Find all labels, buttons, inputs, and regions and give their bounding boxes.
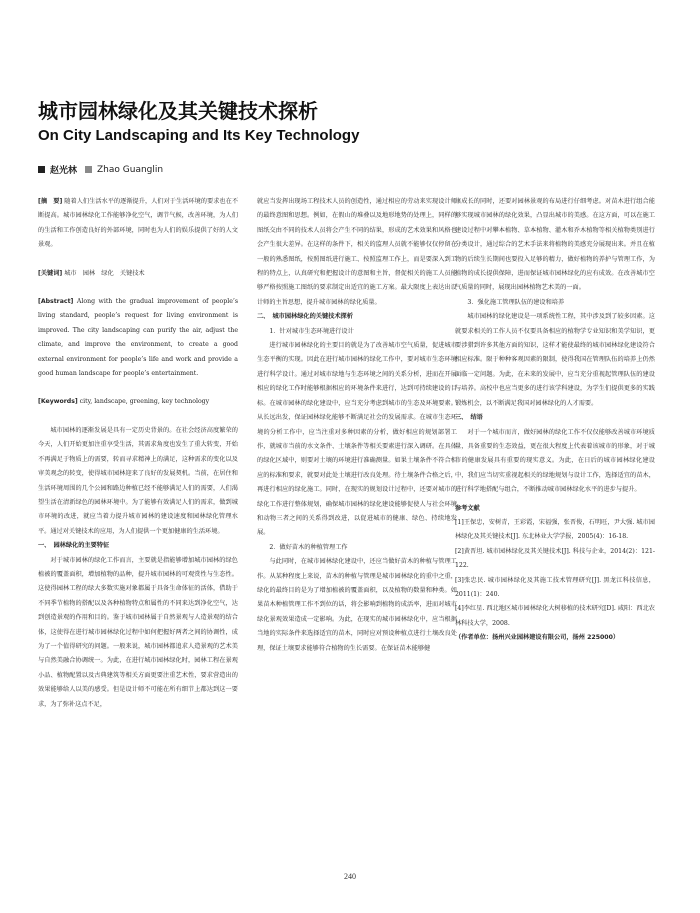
- conclusion-paragraph: 对于一个城市而言，做好园林的绿化工作不仅仅能够改善城市环境质量，具备重要的生态效益，更在很大程度上代表着该城市的形象，对于城市的健康发展具有重要的现实意义。为此，在日后的城市园林绿化建设中，我们应当切实重视起相关的绿地规划与设计工作，选择适宜的苗木，进行科学地搭配与组合，不断推动城市园林绿化水平的进步与提升。: [455, 428, 655, 494]
- abstract-zh: [38, 195, 238, 253]
- section-heading-3: 三、 结语: [455, 414, 483, 422]
- section-heading-2: 二、 城市园林绿化的关键技术探析: [257, 313, 353, 321]
- keywords-zh-text: 城市 园林 绿化 关键技术: [64, 269, 145, 277]
- reference-item: [3]张忠民. 城市园林绿化及其施工技术管理研究[J]. 黑龙江科技信息，2011(1)：240.: [455, 576, 655, 598]
- keywords-zh: [38, 267, 238, 281]
- subsection-heading-3: 3．强化施工管理队伍的建设和培养: [467, 298, 565, 306]
- keywords-en-label: [Keywords]: [38, 398, 78, 406]
- author-marker-icon: [85, 166, 92, 173]
- section-heading-1: 一、 园林绿化的主要特征: [38, 542, 110, 550]
- author-marker-icon: [38, 166, 45, 173]
- keywords-en: [38, 395, 238, 409]
- body-paragraph: 与此同时，在城市园林绿化建设中，还应当做好苗木的种植与管理工作。从某种程度上来说，苗木的种植与管理是城市园林绿化的重中之重，绿化的最终目的是为了增加植被的覆盖面积，以及植物的数量和种类。如果苗木种植管理工作不到位的话，将会影响到植物的成活率，进而对城市绿化景观效果造成一定影响。为此，在现实的城市园林绿化中，应当根据当地的实际条件来选择适宜的苗木，同时应对预设种植点进行土壤改良处理，保证土壤要求能够符合植物的生长需要。在保证苗木能够健: [257, 558, 457, 652]
- abstract-zh-text: 随着人们生活水平的逐渐提升，人们对于生活环境的要求也在不断提高。城市园林绿化工作能够净化空气，调节气候，改善环境，为人们的生活和工作创造良好的外部环境，同时也为人们的娱乐提供了好的人文景观。: [38, 198, 238, 249]
- body-paragraph: 城市园林的绿化建设是一项系统性工程，其中涉及到了较多因素。这就要求相关的工作人员不仅要具备相应的植物学专业知识和美学知识，更要涉猎到许多其他方面的知识，这样才能使最终的城市园林绿化建设符合相应标准。限于种种客观因素的限制，使得我国在管理队伍的培养上仍然面临一定问题。为此，在未来的发展中，应当充分重视起管理队伍的建设与培养。高校中也应当更多的进行该学科建设，为学生们提供更多的实践锻炼机会，以不断满足我国对园林绿化的人才需要。: [455, 313, 655, 407]
- intro-paragraph: 城市园林的逐渐发展是具有一定历史背景的。在社会经济高度繁荣的今天，人们开始更加注重享受生活，其需求角度也发生了重大转变，开始不再满足于物质上的需要，转而寻求精神上的满足，这种需求的变化以及审美观念的转变，使得城市园林迎来了良好的发展契机。当前，在居住和生活环境周围的几个公园和路边种植已经不能够满足人们的需要，人们渴望生活在清新绿色的园林环境中。为了能够有效满足人们的需求，做到城市环境的改进，就应当着力提升城市园林的建设速度和园林绿化管理水平。通过对关键技术的应用，为人们提供一个更加健康的生活环境。: [38, 426, 238, 535]
- article-title: 城市园林绿化及其关键技术探析: [38, 99, 318, 123]
- abstract-block: [38, 195, 238, 424]
- subsection-heading-2: 2．做好苗木的种植管理工作: [269, 543, 348, 551]
- reference-item: [2]黄晋坦. 城市园林绿化及其关键技术[J]. 科技与企业，2014(2)：121-122.: [455, 547, 655, 570]
- references-heading: 参考文献: [455, 504, 480, 512]
- abstract-en-label: [Abstract]: [38, 298, 74, 306]
- body-paragraph: 进行城市园林绿化的主要目的就是为了改善城市空气质量，促进城市生态平衡的实现。因此在进行城市园林的绿化工作中，要对城市生态环境进行科学设计。通过对城市绿地与生态环境之间的关系分析，进而在开展相应的绿化工作时能够根据相应的环境条件来进行，达到可持续建设的目标。在城市园林的绿化建设中，应当充分考虑到城市的生态及环境要素。从长远出发，保证园林绿化能够不断满足社会的发展需求。在城市生态环境的分析工作中，应当注重对多种因素的分析，做好相应的规划部署工作，就城市当前的水文条件、土壤条件等相关要素进行深入调研。在具体的绿化区域中，则要对土壤的环境进行准确测量。如果土壤条件不符合相应的标准和要求，就要对此处土壤进行改良处理。待土壤条件合格之后，再进行相应的绿化施工。同时，在现实的规划设计过程中，还要对城市的绿化工作进行整体规划，确保城市园林的绿化建设能够促使人与社会环境和动物三者之间的关系得到改进，以促进城市的健康、绿色、持续地发展。: [257, 342, 457, 537]
- body-paragraph: 对于城市园林的绿化工作而言，主要就是指能够增加城市园林的绿色植被的覆盖面积，增加植物的品种，提升城市园林的可观赏性与生态性。这使得园林工程的绿大多数实施对象都属于具备生命体征的活体，借助于不同季节植物的搭配以及各种植物特点和属性的不同来达到净化空气，达到创造景观的作用和目的。鉴于城市园林属于自然景观与人造景观的结合体，这使得在进行城市园林绿化过程中如何把握好两者之间的协调性，成为了一个值得研究的问题。一般来说，城市园林都追求人造景观的艺术美与自然美融合协调统一。为此，在进行城市园林绿化时，园林工程在景观小品、植物配置以及古典建筑等相关方面更要注重艺术性，要求营造出的效果能够给人以美的感受。但是设计师不可能在所有细节上都达到这一要求，为了弥补这点不足，: [38, 556, 238, 708]
- abstract-en-text: Along with the gradual improvement of people’s living standard, people’s request for living environment is improved. The city landscaping can purify the air, adjust the climate, and improve the environment, to create a good external environment for people’s life and work and provide a good human landscape for people’s entertainment.: [38, 298, 238, 378]
- body-paragraph: 就应当发挥出现场工程技术人员的创造性，通过相应的劳动来实现设计师的最终意图和思想。例如，在假山的堆叠以及地形地势的处理上，同样的图纸交由不同的技术人员将会产生不同的结果，形成的艺术效果和风格也会产生很大差异。在这样的条件下，相关的监理人员就不能够仅仅停留在一般的熟悉图纸，按照图纸进行施工、按照监理工作上，而是要深入到工程的特点上，认真研究和把握设计的意图和主旨，督促相关的施工人员能够严格按照施工图纸的要求制定出适宜的施工方案。最大限度上表达出设计师的主旨思想，提升城市园林的绿化质量。: [257, 198, 457, 306]
- keywords-en-text: city, landscape, greening, key technology: [79, 398, 210, 406]
- author-name-zh: 赵光林: [50, 166, 78, 176]
- keywords-zh-label: [关键词]: [38, 269, 63, 277]
- author-affiliation: （作者单位：扬州兴业园林建设有限公司，扬州 225000）: [455, 634, 620, 642]
- reference-item: [1]王保忠，安树青，王彩霞，宋福强，张晋俊，石明旺，尹大强. 城市园林绿化及其关键技术[J]. 东北林业大学学报，2005(4)：16-18.: [455, 518, 655, 541]
- column-right: [455, 195, 655, 845]
- column-left: [38, 195, 238, 845]
- author-name-en: Zhao Guanglin: [97, 164, 164, 175]
- abstract-en: [38, 295, 238, 381]
- reference-item: [4]李红星. 西北地区城市园林绿化大树移植的技术研究[D]. 咸阳：西北农林科技大学，2008.: [455, 605, 655, 627]
- page-number: 240: [344, 872, 356, 881]
- abstract-zh-label: [摘 要]: [38, 198, 63, 205]
- body-paragraph: 康成长的同时，还要对园林景观的布局进行仔细考虑。对苗木进行组合能够实现城市园林的绿化效果，凸显出城市的美感。在这方面，可以在施工建设过程中对攀本植物、草本植物、灌木和乔木植物等相关植物类别进行分类设计，通过综合的艺术手法来将植物的美感充分展现出来。并且在植物的后续生长期间也要投入足够的精力，做好植物的养护与管理工作，为植物的成长提供保障，进而保证城市园林绿化的应有成效。在改善城市空气质量的同时，展现出园林植物艺术美的一面。: [455, 198, 655, 292]
- author-line: [38, 163, 163, 176]
- column-middle: [257, 195, 457, 845]
- subsection-heading-1: 1．针对城市生态环境进行设计: [269, 327, 354, 335]
- article-subtitle-en: On City Landscaping and Its Key Technology: [38, 127, 360, 144]
